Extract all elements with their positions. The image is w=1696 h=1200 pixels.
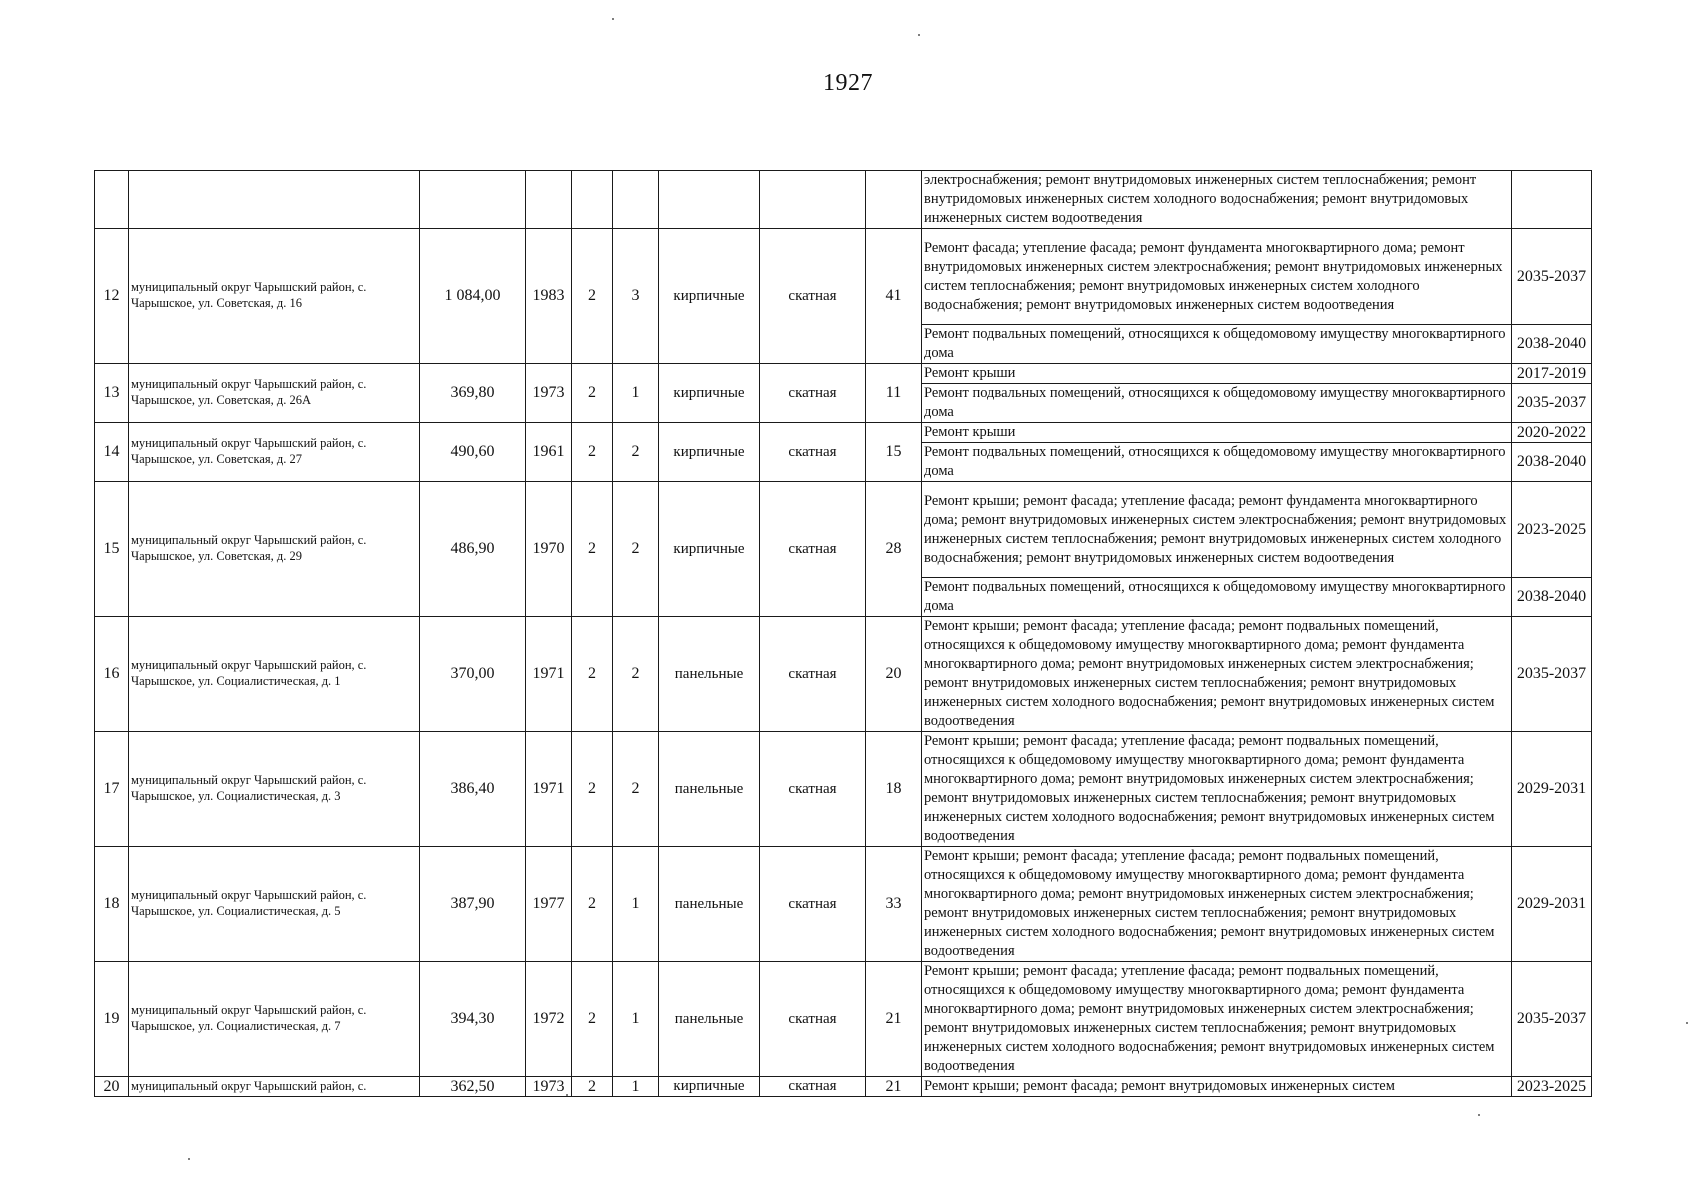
table-row [95,847,1592,962]
scan-speck [612,18,614,20]
entrance-count: 3 [613,229,659,364]
entrance-count: 1 [613,847,659,962]
scan-speck [188,1158,190,1160]
wall-material: кирпичные [659,423,760,482]
repair-period [1512,171,1592,229]
scan-speck [1478,1114,1480,1116]
building-area: 370,00 [420,617,526,732]
floor-count: 2 [572,364,613,423]
repair-period: 2035-2037 [1512,384,1592,423]
row-number: 19 [95,962,129,1077]
row-number: 12 [95,229,129,364]
apartment-count: 21 [866,962,922,1077]
building-address: муниципальный округ Чарышский район, с. Чарышское, ул. Социалистическая, д. 3 [129,732,420,847]
build-year [526,171,572,229]
scan-speck [566,1094,568,1096]
repair-works: Ремонт крыши; ремонт фасада; утепление фасада; ремонт фундамента многоквартирного дома; ремонт внутридомовых инженерных систем электроснабжения; ремонт внутридомовых инженерных систем теплоснабжения; ремонт внутридомовых инженерных систем холодного водоснабжения; ремонт внутридомовых инженерных систем водоотведения [922,482,1512,578]
building-address [129,171,420,229]
housing-repair-table [94,170,1592,1097]
build-year: 1973 [526,364,572,423]
entrance-count [613,171,659,229]
apartment-count: 33 [866,847,922,962]
repair-works: Ремонт крыши; ремонт фасада; утепление фасада; ремонт подвальных помещений, относящихся к общедомовому имуществу многоквартирного дома; ремонт фундамента многоквартирного дома; ремонт внутридомовых инженерных систем электроснабжения; ремонт внутридомовых инженерных систем теплоснабжения; ремонт внутридомовых инженерных систем холодного водоснабжения; ремонт внутридомовых инженерных систем водоотведения [922,962,1512,1077]
repair-works: Ремонт крыши; ремонт фасада; утепление фасада; ремонт подвальных помещений, относящихся к общедомовому имуществу многоквартирного дома; ремонт фундамента многоквартирного дома; ремонт внутридомовых инженерных систем электроснабжения; ремонт внутридомовых инженерных систем теплоснабжения; ремонт внутридомовых инженерных систем холодного водоснабжения; ремонт внутридомовых инженерных систем водоотведения [922,732,1512,847]
building-address: муниципальный округ Чарышский район, с. Чарышское, ул. Советская, д. 27 [129,423,420,482]
building-address: муниципальный округ Чарышский район, с. Чарышское, ул. Советская, д. 26А [129,364,420,423]
scan-speck [1686,1022,1688,1024]
table-row [95,1077,1592,1097]
build-year: 1973 [526,1077,572,1097]
roof-type: скатная [760,847,866,962]
table-row [95,732,1592,847]
table-row [95,364,1592,384]
wall-material: панельные [659,732,760,847]
repair-works: Ремонт подвальных помещений, относящихся к общедомовому имуществу многоквартирного дома [922,384,1512,423]
table-row [95,482,1592,578]
repair-works: Ремонт подвальных помещений, относящихся к общедомовому имуществу многоквартирного дома [922,443,1512,482]
table-body [95,171,1592,1097]
entrance-count: 1 [613,962,659,1077]
repair-period: 2020-2022 [1512,423,1592,443]
roof-type: скатная [760,617,866,732]
floor-count: 2 [572,1077,613,1097]
build-year: 1961 [526,423,572,482]
repair-period: 2038-2040 [1512,325,1592,364]
roof-type: скатная [760,229,866,364]
floor-count: 2 [572,482,613,617]
wall-material [659,171,760,229]
entrance-count: 2 [613,732,659,847]
build-year: 1970 [526,482,572,617]
wall-material: панельные [659,962,760,1077]
build-year: 1972 [526,962,572,1077]
apartment-count: 21 [866,1077,922,1097]
building-area: 490,60 [420,423,526,482]
building-address: муниципальный округ Чарышский район, с. Чарышское, ул. Советская, д. 29 [129,482,420,617]
floor-count: 2 [572,962,613,1077]
entrance-count: 2 [613,423,659,482]
table-row [95,423,1592,443]
wall-material: кирпичные [659,364,760,423]
row-number: 18 [95,847,129,962]
repair-period: 2035-2037 [1512,229,1592,325]
repair-period: 2029-2031 [1512,847,1592,962]
building-area: 394,30 [420,962,526,1077]
repair-works: Ремонт крыши; ремонт фасада; ремонт внутридомовых инженерных систем [922,1077,1512,1097]
repair-works: Ремонт крыши; ремонт фасада; утепление фасада; ремонт подвальных помещений, относящихся к общедомовому имуществу многоквартирного дома; ремонт фундамента многоквартирного дома; ремонт внутридомовых инженерных систем электроснабжения; ремонт внутридомовых инженерных систем теплоснабжения; ремонт внутридомовых инженерных систем холодного водоснабжения; ремонт внутридомовых инженерных систем водоотведения [922,847,1512,962]
repair-period: 2035-2037 [1512,617,1592,732]
table-row [95,962,1592,1077]
repair-works: Ремонт подвальных помещений, относящихся к общедомовому имуществу многоквартирного дома [922,578,1512,617]
apartment-count: 18 [866,732,922,847]
build-year: 1977 [526,847,572,962]
table-row [95,617,1592,732]
page-number: 1927 [823,70,873,96]
apartment-count [866,171,922,229]
wall-material: панельные [659,617,760,732]
apartment-count: 28 [866,482,922,617]
entrance-count: 1 [613,364,659,423]
repair-period: 2023-2025 [1512,482,1592,578]
entrance-count: 2 [613,617,659,732]
building-area: 386,40 [420,732,526,847]
table-row [95,229,1592,325]
repair-works: Ремонт подвальных помещений, относящихся к общедомовому имуществу многоквартирного дома [922,325,1512,364]
roof-type: скатная [760,364,866,423]
row-number: 15 [95,482,129,617]
entrance-count: 2 [613,482,659,617]
row-number [95,171,129,229]
repair-works: Ремонт крыши; ремонт фасада; утепление фасада; ремонт подвальных помещений, относящихся к общедомовому имуществу многоквартирного дома; ремонт фундамента многоквартирного дома; ремонт внутридомовых инженерных систем электроснабжения; ремонт внутридомовых инженерных систем теплоснабжения; ремонт внутридомовых инженерных систем холодного водоснабжения; ремонт внутридомовых инженерных систем водоотведения [922,617,1512,732]
building-area: 369,80 [420,364,526,423]
floor-count: 2 [572,229,613,364]
building-area [420,171,526,229]
wall-material: кирпичные [659,1077,760,1097]
repair-works: электроснабжения; ремонт внутридомовых инженерных систем теплоснабжения; ремонт внутридомовых инженерных систем холодного водоснабжения; ремонт внутридомовых инженерных систем водоотведения [922,171,1512,229]
repair-works: Ремонт крыши [922,364,1512,384]
floor-count: 2 [572,423,613,482]
entrance-count: 1 [613,1077,659,1097]
building-area: 387,90 [420,847,526,962]
building-address: муниципальный округ Чарышский район, с. Чарышское, ул. Социалистическая, д. 7 [129,962,420,1077]
building-address: муниципальный округ Чарышский район, с. [129,1077,420,1097]
building-area: 362,50 [420,1077,526,1097]
row-number: 13 [95,364,129,423]
roof-type: скатная [760,482,866,617]
building-address: муниципальный округ Чарышский район, с. Чарышское, ул. Советская, д. 16 [129,229,420,364]
repair-period: 2038-2040 [1512,578,1592,617]
wall-material: панельные [659,847,760,962]
roof-type: скатная [760,962,866,1077]
apartment-count: 41 [866,229,922,364]
apartment-count: 20 [866,617,922,732]
floor-count [572,171,613,229]
apartment-count: 11 [866,364,922,423]
row-number: 16 [95,617,129,732]
repair-works: Ремонт фасада; утепление фасада; ремонт фундамента многоквартирного дома; ремонт внутридомовых инженерных систем электроснабжения; ремонт внутридомовых инженерных систем теплоснабжения; ремонт внутридомовых инженерных систем холодного водоснабжения; ремонт внутридомовых инженерных систем водоотведения [922,229,1512,325]
repair-works: Ремонт крыши [922,423,1512,443]
row-number: 14 [95,423,129,482]
repair-period: 2035-2037 [1512,962,1592,1077]
floor-count: 2 [572,847,613,962]
row-number: 20 [95,1077,129,1097]
scan-speck [918,34,920,36]
repair-period: 2023-2025 [1512,1077,1592,1097]
roof-type: скатная [760,423,866,482]
build-year: 1971 [526,732,572,847]
wall-material: кирпичные [659,229,760,364]
roof-type [760,171,866,229]
row-number: 17 [95,732,129,847]
floor-count: 2 [572,732,613,847]
repair-period: 2029-2031 [1512,732,1592,847]
table-row [95,171,1592,229]
roof-type: скатная [760,732,866,847]
build-year: 1983 [526,229,572,364]
building-address: муниципальный округ Чарышский район, с. Чарышское, ул. Социалистическая, д. 1 [129,617,420,732]
build-year: 1971 [526,617,572,732]
apartment-count: 15 [866,423,922,482]
building-area: 486,90 [420,482,526,617]
repair-period: 2038-2040 [1512,443,1592,482]
building-area: 1 084,00 [420,229,526,364]
wall-material: кирпичные [659,482,760,617]
roof-type: скатная [760,1077,866,1097]
repair-period: 2017-2019 [1512,364,1592,384]
building-address: муниципальный округ Чарышский район, с. Чарышское, ул. Социалистическая, д. 5 [129,847,420,962]
floor-count: 2 [572,617,613,732]
